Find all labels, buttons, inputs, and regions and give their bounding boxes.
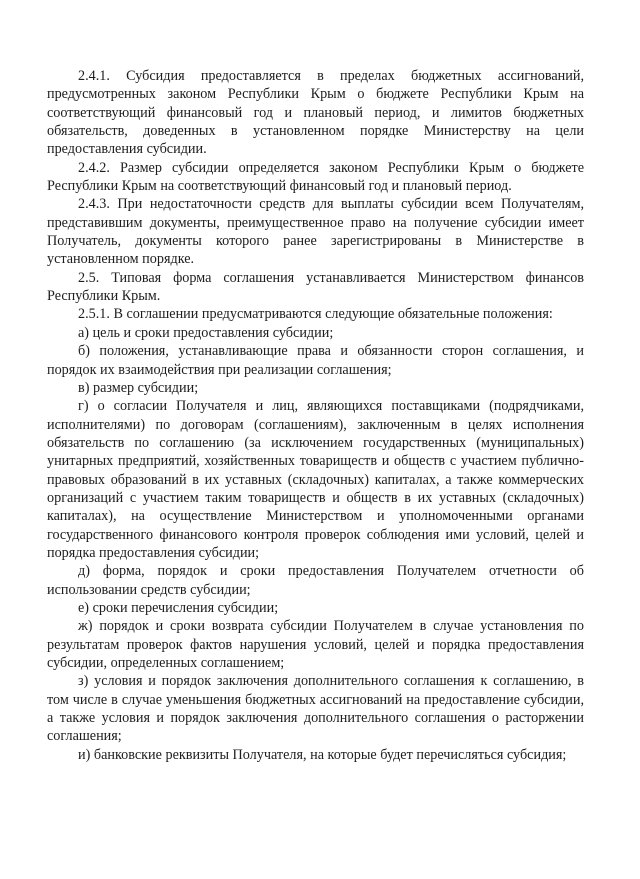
- list-item-v: в) размер субсидии;: [78, 379, 199, 396]
- list-item-g: г) о согласии Получателя и лиц, являющихся поставщиками (подрядчиками, исполнителями) по договорам (соглашениям), заключенным в целях исполнения обязательств по соглашению (за исключением государственных (муниципальных) унитарных предприятий, хозяйственных товариществ и обществ с участием публично-правовых образований в их уставных (складочных) капиталах, а также коммерческих организаций с участием таким товариществ и обществ в их уставных (складочных) капиталах), на осуществление Министерством и уполномоченными органами государственного финансового контроля проверок соблюдения ими условий, целей и порядка предоставления субсидии;: [47, 398, 584, 561]
- list-item-e: е) сроки перечисления субсидии;: [78, 599, 279, 616]
- list-item-b: б) положения, устанавливающие права и обязанности сторон соглашения, и порядок их взаимодействия при реализации соглашения;: [47, 343, 584, 378]
- list-item-zh: ж) порядок и сроки возврата субсидии Получателем в случае установления по результатам проверок фактов нарушения условий, целей и порядка предоставления субсидии, определенных соглашением;: [47, 618, 584, 671]
- paragraph-2-4-1: 2.4.1. Субсидия предоставляется в пределах бюджетных ассигнований, предусмотренных законом Республики Крым о бюджете Республики Крым на соответствующий финансовый год и плановый период, и лимитов бюджетных обязательств, доведенных в установленном порядке Министерству на цели предоставления субсидии.: [47, 68, 584, 158]
- paragraph-2-5: 2.5. Типовая форма соглашения устанавливается Министерством финансов Республики Крым.: [47, 269, 584, 305]
- paragraph-2-4-2: 2.4.2. Размер субсидии определяется законом Республики Крым о бюджете Республики Крым на соответствующий финансовый год и плановый период.: [47, 159, 584, 195]
- list-item-a: а) цель и сроки предоставления субсидии;: [78, 324, 334, 341]
- paragraph-2-5-1: 2.5.1. В соглашении предусматриваются следующие обязательные положения:: [78, 306, 553, 323]
- paragraph-2-4-3: 2.4.3. При недостаточности средств для выплаты субсидии всем Получателям, представившим документы, преимущественное право на получение субсидии имеет Получатель, документы которого ранее зарегистрированы в Министерстве в установленном порядке.: [47, 196, 584, 268]
- list-item-i: и) банковские реквизиты Получателя, на которые будет перечисляться субсидия;: [78, 746, 567, 763]
- list-item-z: з) условия и порядок заключения дополнительного соглашения к соглашению, в том числе в случае уменьшения бюджетных ассигнований на предоставление субсидии, а также условия и порядок заключения дополнительного соглашения о расторжении соглашения;: [47, 673, 584, 745]
- document-body: [47, 67, 584, 764]
- list-item-d: д) форма, порядок и сроки предоставления Получателем отчетности об использовании средств субсидии;: [47, 563, 584, 598]
